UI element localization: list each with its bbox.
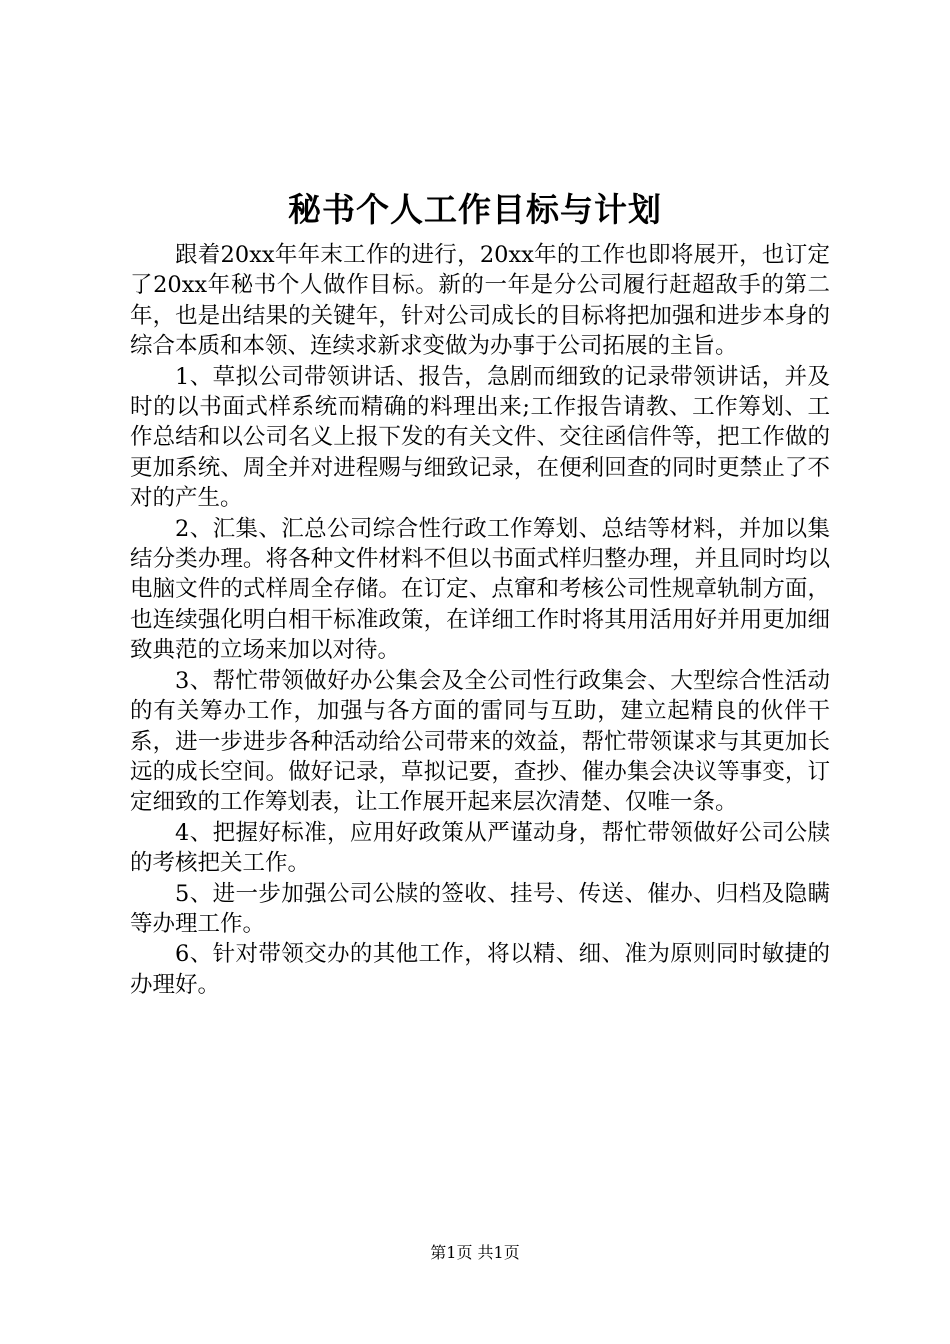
paragraph-item-1: 1、草拟公司带领讲话、报告，急剧而细致的记录带领讲话，并及时的以书面式样系统而精确的料理出来;工作报告请教、工作筹划、工作总结和以公司名义上报下发的有关文件、交往函信件等，把工作做的更加系统、周全并对进程赐与细致记录，在便利回查的同时更禁止了不对的产生。 (130, 363, 830, 512)
paragraph-item-4: 4、把握好标准，应用好政策从严谨动身，帮忙带领做好公司公牍的考核把关工作。 (130, 819, 830, 877)
paragraph-item-3: 3、帮忙带领做好办公集会及全公司性行政集会、大型综合性活动的有关筹办工作，加强与各方面的雷同与互助，建立起精良的伙伴干系，进一步进步各种活动给公司带来的效益，帮忙带领谋求与其更加长远的成长空间。做好记录，草拟记要，查抄、催办集会决议等事变，订定细致的工作筹划表，让工作展开起来层次清楚、仅唯一条。 (130, 667, 830, 816)
page-number-footer: 第1页 共1页 (430, 1243, 520, 1262)
paragraph-intro: 跟着20xx年年末工作的进行，20xx年的工作也即将展开，也订定了20xx年秘书个人做作目标。新的一年是分公司履行赶超敌手的第二年，也是出结果的关键年，针对公司成长的目标将把加强和进步本身的综合本质和本领、连续求新求变做为办事于公司拓展的主旨。 (130, 242, 830, 360)
document-title: 秘书个人工作目标与计划 (288, 190, 662, 229)
document-body (130, 240, 830, 1000)
paragraph-item-5: 5、进一步加强公司公牍的签收、挂号、传送、催办、归档及隐瞒等办理工作。 (130, 880, 830, 937)
paragraph-item-6: 6、针对带领交办的其他工作，将以精、细、准为原则同时敏捷的办理好。 (130, 941, 830, 998)
paragraph-item-2: 2、汇集、汇总公司综合性行政工作筹划、总结等材料，并加以集结分类办理。将各种文件材料不但以书面式样归整办理，并且同时均以电脑文件的式样周全存储。在订定、点窜和考核公司性规章轨制方面，也连续强化明白相干标准政策，在详细工作时将其用活用好并用更加细致典范的立场来加以对待。 (130, 515, 830, 664)
